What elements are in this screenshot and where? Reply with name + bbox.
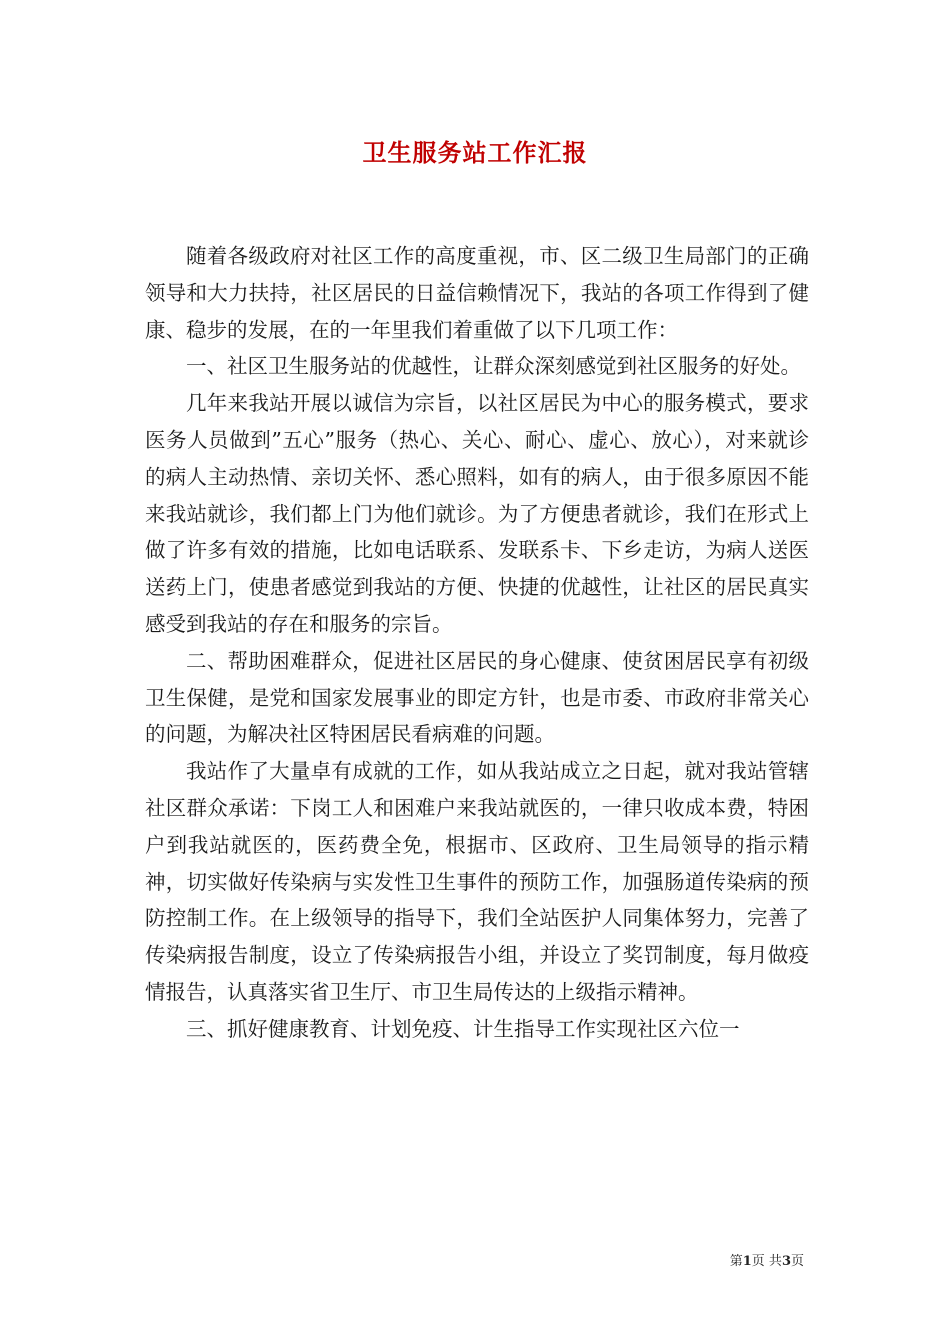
paragraph-intro: 随着各级政府对社区工作的高度重视，市、区二级卫生局部门的正确领导和大力扶持，社区居民的日益信赖情况下，我站的各项工作得到了健康、稳步的发展，在的一年里我们着重做了以下几项工作： (145, 244, 809, 342)
paragraph-section-2-body: 我站作了大量卓有成就的工作，如从我站成立之日起，就对我站管辖社区群众承诺：下岗工人和困难户来我站就医的，一律只收成本费，特困户到我站就医的，医药费全免，根据市、区政府、卫生局领导的指示精神，切实做好传染病与实发性卫生事件的预防工作，加强肠道传染病的预防控制工作。在上级领导的指导下，我们全站医护人同集体努力，完善了传染病报告制度，设立了传染病报告小组，并设立了奖罚制度，每月做疫情报告，认真落实省卫生厅、市卫生局传达的上级指示精神。 (145, 759, 809, 1004)
document-title: 卫生服务站工作汇报 (362, 138, 588, 167)
footer-current-page: 1 (742, 1254, 752, 1269)
paragraph-section-2-heading: 二、帮助困难群众，促进社区居民的身心健康、使贫困居民享有初级卫生保健，是党和国家发展事业的即定方针，也是市委、市政府非常关心的问题，为解决社区特困居民看病难的问题。 (145, 648, 809, 747)
paragraph-section-3-heading: 三、抓好健康教育、计划免疫、计生指导工作实现社区六位一 (186, 1016, 740, 1041)
footer-total-pages: 3 (781, 1254, 791, 1269)
paragraph-section-1-heading: 一、社区卫生服务站的优越性，让群众深刻感觉到社区服务的好处。 (186, 354, 801, 379)
footer-prefix: 第 (729, 1254, 743, 1269)
page-number-footer (730, 1250, 804, 1269)
footer-middle: 页 共 (751, 1254, 782, 1269)
footer-suffix: 页 (790, 1254, 804, 1269)
document-body (145, 238, 809, 1048)
paragraph-section-1-body: 几年来我站开展以诚信为宗旨，以社区居民为中心的服务模式，要求医务人员做到”五心”服务（热心、关心、耐心、虚心、放心），对来就诊的病人主动热情、亲切关怀、悉心照料，如有的病人，由于很多原因不能来我站就诊，我们都上门为他们就诊。为了方便患者就诊，我们在形式上做了许多有效的措施，比如电话联系、发联系卡、下乡走访，为病人送医送药上门，使患者感觉到我站的方便、快捷的优越性，让社区的居民真实感受到我站的存在和服务的宗旨。 (145, 391, 809, 636)
